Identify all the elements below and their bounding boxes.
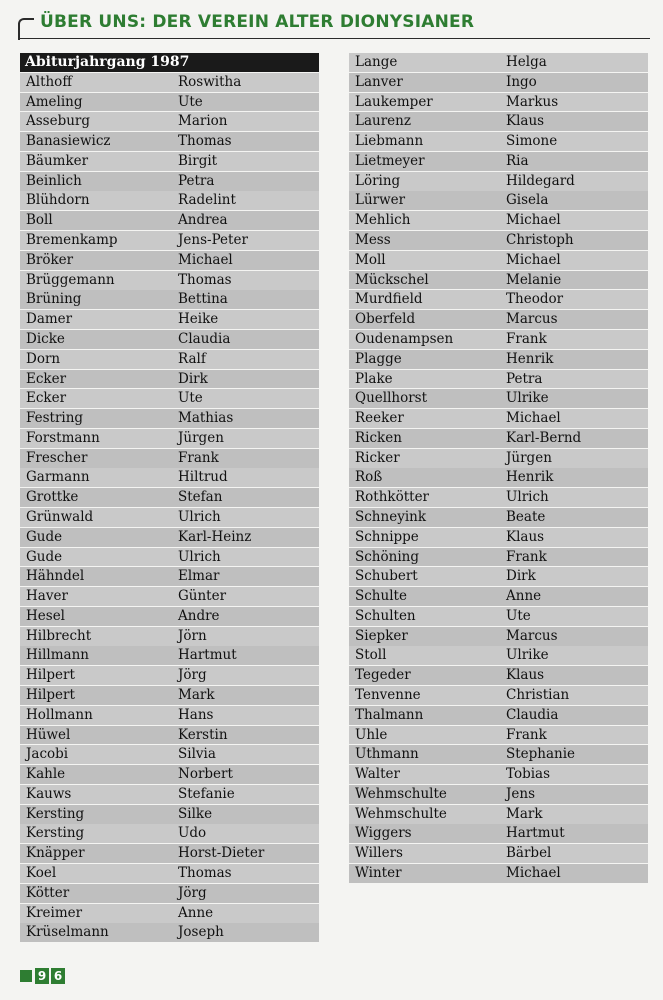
first-name: Klaus (506, 113, 545, 130)
name-row (349, 211, 648, 230)
first-name: Marcus (506, 311, 558, 328)
last-name: Walter (355, 766, 400, 783)
first-name: Norbert (178, 766, 233, 783)
last-name: Grünwald (26, 508, 94, 525)
name-row (349, 726, 648, 745)
name-row (349, 409, 648, 428)
name-row (20, 607, 319, 626)
name-row (349, 666, 648, 685)
name-row (20, 785, 319, 804)
name-row (349, 290, 648, 309)
last-name: Schnippe (355, 528, 419, 545)
name-row (20, 706, 319, 725)
first-name: Ulrich (178, 548, 221, 565)
last-name: Oudenampsen (355, 330, 454, 347)
last-name: Uhle (355, 726, 388, 743)
name-row (20, 508, 319, 527)
first-name: Jens-Peter (178, 232, 248, 249)
last-name: Laurenz (355, 113, 411, 130)
last-name: Laukemper (355, 93, 433, 110)
last-name: Wiggers (355, 825, 412, 842)
last-name: Mess (355, 232, 391, 249)
first-name: Marcus (506, 627, 558, 644)
first-name: Thomas (178, 865, 232, 882)
first-name: Jörn (178, 627, 207, 644)
first-name: Markus (506, 93, 559, 110)
first-name: Gisela (506, 192, 549, 209)
first-name: Petra (178, 172, 215, 189)
first-name: Michael (506, 212, 561, 229)
right-name-column (349, 53, 648, 884)
first-name: Ingo (506, 73, 537, 90)
first-name: Kerstin (178, 726, 228, 743)
last-name: Willers (355, 845, 403, 862)
last-name: Beinlich (26, 172, 82, 189)
header-rule (18, 38, 650, 39)
first-name: Dirk (506, 568, 536, 585)
last-name: Uthmann (355, 746, 419, 763)
name-row (349, 251, 648, 270)
name-row (349, 785, 648, 804)
name-row (20, 567, 319, 586)
name-row (20, 330, 319, 349)
first-name: Anne (178, 904, 214, 921)
first-name: Ulrich (178, 508, 221, 525)
name-row (349, 745, 648, 764)
first-name: Andrea (178, 212, 228, 229)
last-name: Ricker (355, 449, 400, 466)
first-name: Ria (506, 152, 529, 169)
last-name: Roß (355, 469, 383, 486)
first-name: Hartmut (178, 647, 237, 664)
last-name: Brüggemann (26, 271, 115, 288)
last-name: Liebmann (355, 133, 424, 150)
last-name: Wehmschulte (355, 785, 447, 802)
first-name: Ute (178, 93, 203, 110)
first-name: Heike (178, 311, 219, 328)
name-row (20, 112, 319, 131)
name-row (20, 805, 319, 824)
last-name: Schulten (355, 607, 416, 624)
first-name: Michael (178, 251, 233, 268)
name-row (20, 488, 319, 507)
first-name: Silvia (178, 746, 216, 763)
last-name: Hillmann (26, 647, 89, 664)
last-name: Blühdorn (26, 192, 90, 209)
name-row (20, 884, 319, 903)
name-row (20, 152, 319, 171)
last-name: Hüwel (26, 726, 71, 743)
last-name: Winter (355, 865, 402, 882)
name-row (349, 607, 648, 626)
name-row (349, 93, 648, 112)
header-bracket (18, 18, 34, 40)
last-name: Hilbrecht (26, 627, 92, 644)
first-name: Hartmut (506, 825, 565, 842)
page-digit: 9 (35, 968, 49, 984)
first-name: Frank (178, 449, 219, 466)
first-name: Ute (178, 390, 203, 407)
last-name: Kersting (26, 825, 85, 842)
first-name: Mathias (178, 410, 234, 427)
last-name: Kötter (26, 884, 70, 901)
name-row (349, 765, 648, 784)
name-row (20, 686, 319, 705)
first-name: Melanie (506, 271, 562, 288)
page-digit: 6 (51, 968, 65, 984)
name-row (20, 370, 319, 389)
last-name: Thalmann (355, 706, 424, 723)
last-name: Mehlich (355, 212, 411, 229)
last-name: Grottke (26, 489, 79, 506)
first-name: Joseph (178, 924, 224, 941)
name-row (349, 468, 648, 487)
name-row (349, 508, 648, 527)
first-name: Jürgen (178, 429, 224, 446)
first-name: Claudia (506, 706, 559, 723)
name-row (349, 528, 648, 547)
last-name: Ecker (26, 390, 67, 407)
name-row (20, 251, 319, 270)
first-name: Ute (506, 607, 531, 624)
first-name: Hans (178, 706, 214, 723)
name-row (349, 53, 648, 72)
last-name: Schöning (355, 548, 419, 565)
first-name: Roswitha (178, 73, 242, 90)
last-name: Tenvenne (355, 687, 421, 703)
name-row (20, 646, 319, 665)
first-name: Jens (506, 785, 536, 802)
last-name: Boll (26, 212, 53, 229)
name-row (20, 449, 319, 468)
first-name: Christoph (506, 232, 574, 249)
name-row (349, 429, 648, 448)
first-name: Thomas (178, 271, 232, 288)
first-name: Frank (506, 726, 547, 743)
name-row (349, 805, 648, 824)
name-row (349, 152, 648, 171)
last-name: Hilpert (26, 687, 75, 704)
first-name: Birgit (178, 152, 218, 169)
last-name: Stoll (355, 647, 387, 664)
last-name: Lange (355, 54, 398, 70)
last-name: Reeker (355, 410, 404, 427)
page-header (18, 10, 650, 42)
first-name: Radelint (178, 192, 236, 209)
first-name: Karl-Heinz (178, 528, 252, 545)
name-row (20, 923, 319, 942)
name-row (349, 449, 648, 468)
name-row (349, 567, 648, 586)
last-name: Lürwer (355, 192, 406, 209)
last-name: Dorn (26, 350, 61, 367)
last-name: Hilpert (26, 667, 75, 684)
name-row (349, 112, 648, 131)
first-name: Hildegard (506, 172, 575, 189)
name-row (20, 191, 319, 210)
last-name: Kahle (26, 766, 66, 783)
name-row (20, 350, 319, 369)
last-name: Wehmschulte (355, 805, 447, 822)
name-row (20, 73, 319, 92)
first-name: Ulrike (506, 647, 549, 664)
first-name: Petra (506, 370, 543, 387)
first-name: Beate (506, 508, 546, 525)
name-row (20, 429, 319, 448)
last-name: Murdfield (355, 291, 423, 308)
first-name: Silke (178, 805, 213, 822)
last-name: Siepker (355, 627, 408, 644)
last-name: Damer (26, 311, 73, 328)
name-row (349, 686, 648, 705)
name-row (349, 548, 648, 567)
last-name: Schneyink (355, 508, 427, 525)
name-row (20, 666, 319, 685)
page-title: ÜBER UNS: DER VEREIN ALTER DIONYSIANER (40, 12, 475, 32)
first-name: Henrik (506, 469, 554, 486)
first-name: Tobias (506, 766, 551, 783)
name-row (20, 864, 319, 883)
name-row (349, 350, 648, 369)
first-name: Ralf (178, 350, 206, 367)
name-row (20, 904, 319, 923)
last-name: Plake (355, 370, 393, 387)
last-name: Garmann (26, 469, 90, 486)
first-name: Marion (178, 113, 228, 130)
first-name: Helga (506, 54, 547, 70)
last-name: Festring (26, 410, 84, 427)
last-name: Bröker (26, 251, 74, 268)
last-name: Bremenkamp (26, 232, 118, 249)
last-name: Asseburg (26, 113, 91, 130)
last-name: Krüselmann (26, 924, 109, 941)
name-row (20, 409, 319, 428)
name-row (349, 370, 648, 389)
name-row (349, 310, 648, 329)
name-row (20, 844, 319, 863)
name-row (349, 132, 648, 151)
first-name: Mark (506, 805, 543, 822)
name-row (20, 93, 319, 112)
first-name: Simone (506, 133, 558, 150)
last-name: Löring (355, 172, 401, 189)
last-name: Lanver (355, 73, 403, 90)
last-name: Kreimer (26, 904, 83, 921)
name-row (20, 587, 319, 606)
first-name: Bärbel (506, 845, 552, 862)
first-name: Henrik (506, 350, 554, 367)
first-name: Michael (506, 865, 561, 882)
first-name: Stefanie (178, 785, 235, 802)
last-name: Forstmann (26, 429, 100, 446)
first-name: Stephanie (506, 746, 576, 763)
last-name: Brüning (26, 291, 82, 308)
name-row (349, 231, 648, 250)
first-name: Günter (178, 588, 227, 605)
last-name: Banasiewicz (26, 133, 111, 150)
first-name: Klaus (506, 528, 545, 545)
last-name: Hähndel (26, 568, 85, 585)
name-row (349, 330, 648, 349)
first-name: Christian (506, 687, 570, 703)
name-row (20, 271, 319, 290)
name-row (349, 844, 648, 863)
name-row (20, 468, 319, 487)
last-name: Kauws (26, 785, 72, 802)
name-row (20, 726, 319, 745)
name-row (349, 706, 648, 725)
last-name: Plagge (355, 350, 402, 367)
last-name: Haver (26, 588, 68, 605)
first-name: Theodor (506, 291, 564, 308)
last-name: Quellhorst (355, 390, 428, 407)
name-row (20, 528, 319, 547)
first-name: Elmar (178, 568, 220, 585)
last-name: Lietmeyer (355, 152, 425, 169)
name-row (349, 488, 648, 507)
name-row (20, 548, 319, 567)
first-name: Anne (506, 588, 542, 605)
name-row (349, 271, 648, 290)
name-row (20, 290, 319, 309)
first-name: Frank (506, 330, 547, 347)
name-row (20, 172, 319, 191)
first-name: Dirk (178, 370, 208, 387)
last-name: Knäpper (26, 845, 85, 862)
name-row (20, 824, 319, 843)
last-name: Koel (26, 865, 57, 882)
first-name: Klaus (506, 667, 545, 684)
name-row (20, 211, 319, 230)
last-name: Rothkötter (355, 489, 430, 506)
last-name: Hollmann (26, 706, 93, 723)
first-name: Karl-Bernd (506, 429, 582, 446)
name-row (349, 191, 648, 210)
first-name: Bettina (178, 291, 228, 308)
first-name: Michael (506, 410, 561, 427)
name-row (349, 73, 648, 92)
left-name-column (20, 53, 319, 943)
last-name: Moll (355, 251, 386, 268)
last-name: Ameling (26, 93, 83, 110)
first-name: Jürgen (506, 449, 552, 466)
name-row (349, 627, 648, 646)
first-name: Michael (506, 251, 561, 268)
last-name: Kersting (26, 805, 85, 822)
name-row (20, 765, 319, 784)
last-name: Jacobi (26, 746, 69, 763)
last-name: Hesel (26, 607, 65, 624)
last-name: Gude (26, 548, 63, 565)
last-name: Frescher (26, 449, 88, 466)
page-marker (20, 970, 32, 982)
first-name: Hiltrud (178, 469, 228, 486)
name-row (349, 172, 648, 191)
name-row (20, 132, 319, 151)
first-name: Stefan (178, 489, 223, 506)
first-name: Ulrike (506, 390, 549, 407)
name-row (349, 864, 648, 883)
list-title: Abiturjahrgang 1987 (20, 53, 319, 72)
first-name: Frank (506, 548, 547, 565)
last-name: Ricken (355, 429, 402, 446)
last-name: Oberfeld (355, 311, 416, 328)
name-row (349, 587, 648, 606)
name-row (349, 389, 648, 408)
first-name: Claudia (178, 330, 231, 347)
name-row (349, 646, 648, 665)
name-row (349, 824, 648, 843)
last-name: Bäumker (26, 152, 89, 169)
first-name: Jörg (178, 667, 207, 684)
last-name: Ecker (26, 370, 67, 387)
last-name: Dicke (26, 330, 65, 347)
first-name: Udo (178, 825, 207, 842)
first-name: Andre (178, 607, 220, 624)
name-row (20, 627, 319, 646)
last-name: Schubert (355, 568, 418, 585)
name-row (20, 745, 319, 764)
name-row (20, 389, 319, 408)
name-row (20, 231, 319, 250)
first-name: Horst-Dieter (178, 845, 265, 862)
last-name: Tegeder (355, 667, 411, 684)
first-name: Jörg (178, 884, 207, 901)
last-name: Schulte (355, 588, 407, 605)
last-name: Gude (26, 528, 63, 545)
first-name: Mark (178, 687, 215, 704)
last-name: Mückschel (355, 271, 429, 288)
first-name: Thomas (178, 133, 232, 150)
name-row (20, 310, 319, 329)
last-name: Althoff (26, 73, 72, 90)
first-name: Ulrich (506, 489, 549, 506)
